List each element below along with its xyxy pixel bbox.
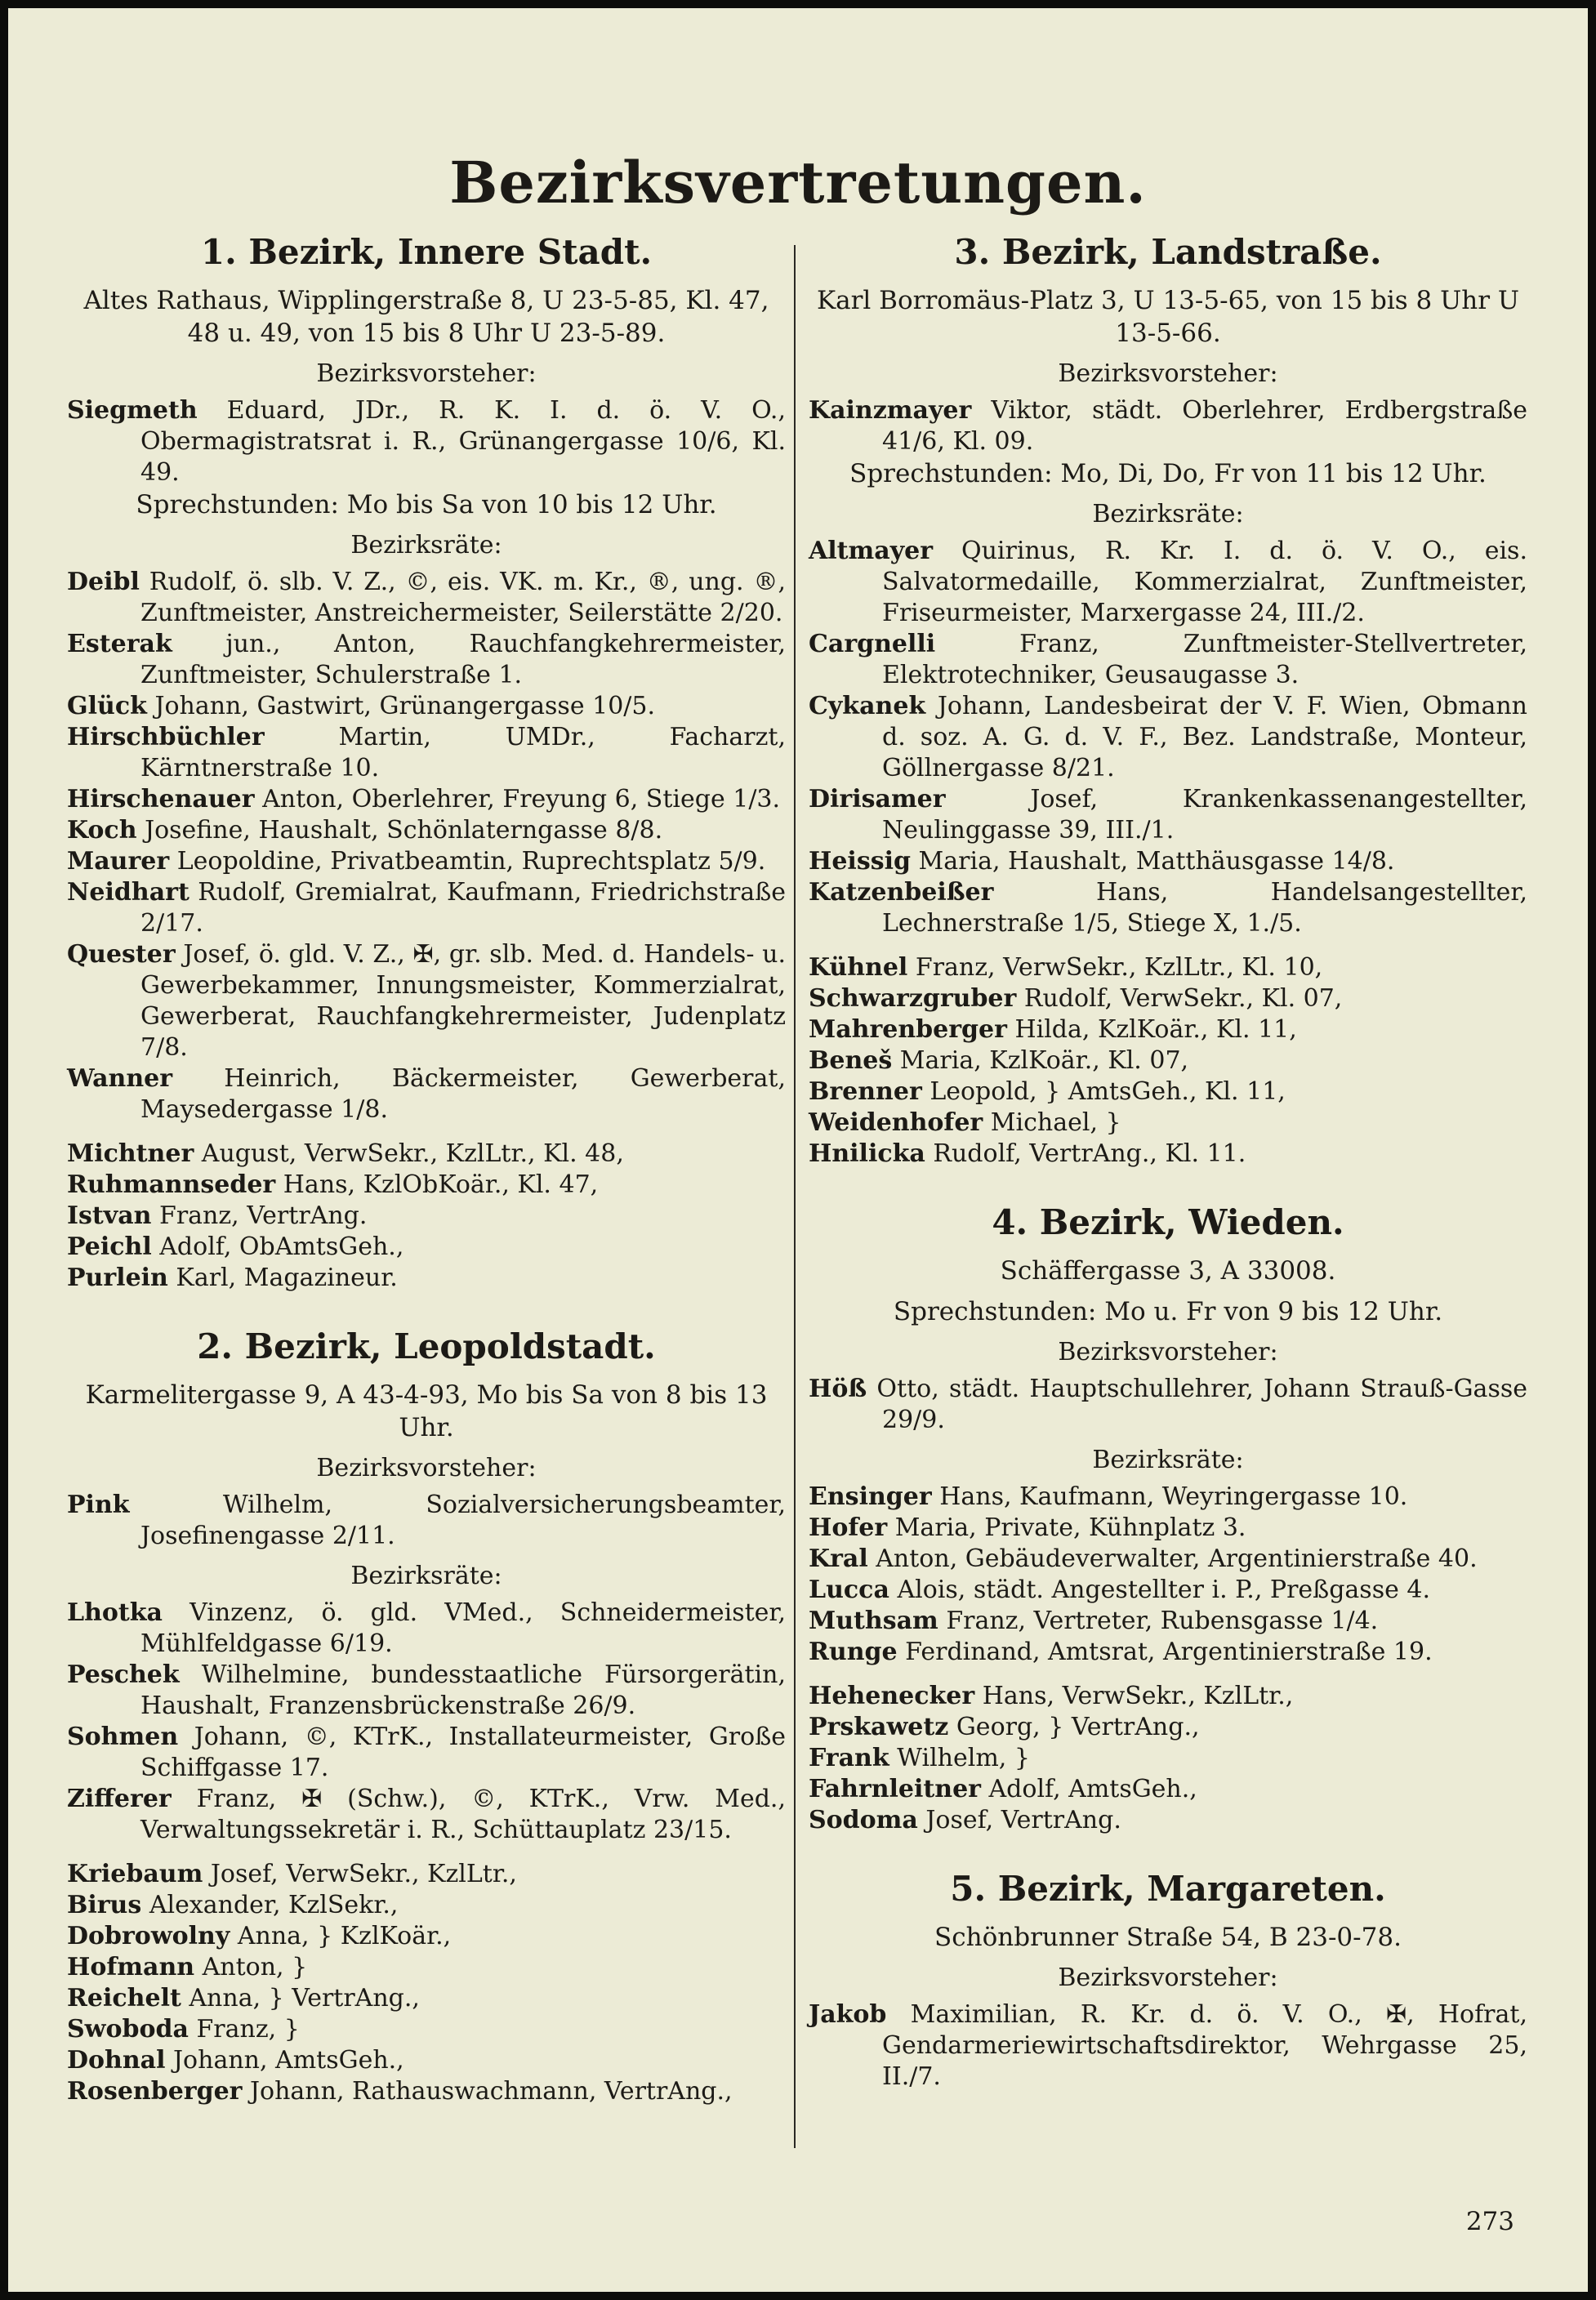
person-details: Michael, } xyxy=(990,1108,1121,1137)
staff-entry xyxy=(67,1890,786,1921)
person-name: Esterak xyxy=(67,630,172,658)
council-member xyxy=(67,1784,786,1846)
district-section xyxy=(67,1323,786,2107)
person-name: Zifferer xyxy=(67,1785,172,1813)
person-details: Wilhelmine, bundesstaatliche Fürsorgerätin, Haushalt, Franzensbrückenstraße 26/9. xyxy=(140,1660,786,1720)
person-details: Rudolf, Gremialrat, Kaufmann, Friedrichstraße 2/17. xyxy=(140,878,786,938)
district-heading: 4. Bezirk, Wieden. xyxy=(992,1202,1344,1242)
council-member xyxy=(67,1660,786,1722)
person-details: Rudolf, ö. slb. V. Z., ©, eis. VK. m. Kr., ®, ung. ®, Zunftmeister, Anstreichermeister, Seilerstätte 2/20. xyxy=(140,568,786,627)
person-details: jun., Anton, Rauchfangkehrermeister, Zunftmeister, Schulerstraße 1. xyxy=(140,630,786,689)
person-name: Koch xyxy=(67,816,137,845)
person-details: Leopoldine, Privatbeamtin, Ruprechtsplatz 5/9. xyxy=(176,847,766,876)
person-details: Johann, ©, KTrK., Installateurmeister, Große Schiffgasse 17. xyxy=(140,1723,786,1782)
right-column xyxy=(809,229,1527,2122)
person-name: Sodoma xyxy=(809,1806,918,1834)
council-member xyxy=(809,1482,1527,1513)
person-details: Franz, } xyxy=(196,2015,300,2044)
person-details: Karl, Magazineur. xyxy=(176,1264,398,1292)
council-member xyxy=(809,877,1527,939)
person-details: Johann, Gastwirt, Grünangergasse 10/5. xyxy=(154,692,656,720)
office-hours: Sprechstunden: Mo, Di, Do, Fr von 11 bis 12 Uhr. xyxy=(849,459,1487,488)
person-name: Peschek xyxy=(67,1660,180,1689)
chairman-entry xyxy=(67,1490,786,1552)
council-member xyxy=(67,722,786,784)
district-section xyxy=(809,1865,1527,2093)
person-name: Dirisamer xyxy=(809,785,946,813)
council-member xyxy=(67,784,786,815)
person-details: Maria, Haushalt, Matthäusgasse 14/8. xyxy=(918,847,1395,876)
person-details: Anna, } KzlKoär., xyxy=(237,1922,452,1950)
council-member xyxy=(67,629,786,691)
person-details: Wilhelm, Sozialversicherungsbeamter, Josefinengasse 2/11. xyxy=(140,1491,786,1550)
person-details: Maria, Private, Kühnplatz 3. xyxy=(894,1513,1246,1542)
chairman-label: Bezirksvorsteher: xyxy=(1058,1963,1278,1992)
person-details: Anna, } VertrAng., xyxy=(189,1984,420,2012)
council-member xyxy=(809,536,1527,629)
district-address: Schönbrunner Straße 54, B 23-0-78. xyxy=(934,1923,1402,1952)
district-address: Schäffergasse 3, A 33008. xyxy=(1000,1256,1336,1286)
person-details: Adolf, AmtsGeh., xyxy=(988,1775,1197,1803)
person-name: Michtner xyxy=(67,1139,194,1168)
council-member xyxy=(67,1598,786,1660)
person-name: Muthsam xyxy=(809,1607,938,1635)
person-name: Quester xyxy=(67,940,176,969)
person-details: Otto, städt. Hauptschullehrer, Johann Strauß-Gasse 29/9. xyxy=(876,1375,1527,1434)
spacer xyxy=(67,1846,786,1859)
district-section xyxy=(67,229,786,1294)
person-name: Neidhart xyxy=(67,878,189,907)
person-details: Josef, ö. gld. V. Z., ✠, gr. slb. Med. d. Handels- u. Gewerbekammer, Innungsmeister, Kommerzialrat, Gewerberat, Rauchfangkehrermeister, Judenplatz 7/8. xyxy=(140,940,786,1062)
council-member xyxy=(67,877,786,939)
person-name: Höß xyxy=(809,1375,867,1403)
person-name: Kühnel xyxy=(809,953,908,982)
chairman-label: Bezirksvorsteher: xyxy=(316,1454,537,1482)
council-member xyxy=(67,846,786,877)
person-details: Josef, VertrAng. xyxy=(925,1806,1121,1834)
person-name: Lucca xyxy=(809,1576,889,1604)
person-name: Mahrenberger xyxy=(809,1015,1007,1044)
person-details: Franz, ✠ (Schw.), ©, KTrK., Vrw. Med., Verwaltungssekretär i. R., Schüttauplatz 23/15. xyxy=(140,1785,786,1844)
person-details: Wilhelm, } xyxy=(897,1744,1030,1772)
person-details: Leopold, } AmtsGeh., Kl. 11, xyxy=(930,1077,1286,1106)
district-address: Altes Rathaus, Wipplingerstraße 8, U 23-5-85, Kl. 47, 48 u. 49, von 15 bis 8 Uhr U 23-5-89. xyxy=(83,286,769,348)
person-name: Hirschenauer xyxy=(67,785,255,813)
person-details: Vinzenz, ö. gld. VMed., Schneidermeister, Mühlfeldgasse 6/19. xyxy=(140,1598,786,1658)
column-divider xyxy=(794,245,796,2148)
district-section xyxy=(809,1199,1527,1836)
person-details: Johann, Landesbeirat der V. F. Wien, Obmann d. soz. A. G. d. V. F., Bez. Landstraße, Monteur, Göllnergasse 8/21. xyxy=(882,692,1527,782)
district-address: Karl Borromäus-Platz 3, U 13-5-65, von 15 bis 8 Uhr U 13-5-66. xyxy=(816,286,1520,348)
person-details: Johann, Rathauswachmann, VertrAng., xyxy=(250,2077,733,2106)
council-member xyxy=(809,1575,1527,1606)
person-details: Maximilian, R. Kr. d. ö. V. O., ✠, Hofrat, Gendarmeriewirtschaftsdirektor, Wehrgasse 25, II./7. xyxy=(882,2000,1527,2091)
person-name: Heissig xyxy=(809,847,911,876)
chairman-entry xyxy=(809,1374,1527,1436)
person-name: Siegmeth xyxy=(67,396,198,425)
person-name: Hnilicka xyxy=(809,1139,925,1168)
chairman-entry xyxy=(809,1999,1527,2093)
council-member xyxy=(67,815,786,846)
person-name: Runge xyxy=(809,1638,898,1666)
person-name: Wanner xyxy=(67,1064,173,1093)
person-details: Franz, VerwSekr., KzlLtr., Kl. 10, xyxy=(915,953,1323,982)
person-name: Peichl xyxy=(67,1232,152,1261)
council-member xyxy=(67,567,786,629)
council-label: Bezirksräte: xyxy=(1092,500,1244,528)
person-name: Brenner xyxy=(809,1077,922,1106)
staff-entry xyxy=(67,1952,786,1983)
person-name: Cykanek xyxy=(809,692,926,720)
person-name: Prskawetz xyxy=(809,1713,949,1741)
person-name: Ruhmannseder xyxy=(67,1170,276,1199)
page-title: Bezirksvertretungen. xyxy=(449,149,1147,216)
person-name: Frank xyxy=(809,1744,889,1772)
staff-entry xyxy=(67,2045,786,2076)
person-details: Josefine, Haushalt, Schönlaterngasse 8/8. xyxy=(145,816,663,845)
staff-entry xyxy=(809,1743,1527,1774)
person-name: Swoboda xyxy=(67,2015,189,2044)
person-details: Maria, KzlKoär., Kl. 07, xyxy=(899,1046,1189,1075)
council-member xyxy=(67,1722,786,1784)
person-name: Beneš xyxy=(809,1046,893,1075)
person-name: Birus xyxy=(67,1891,142,1919)
person-name: Kainzmayer xyxy=(809,396,972,425)
council-member xyxy=(809,1513,1527,1544)
person-name: Istvan xyxy=(67,1201,152,1230)
person-details: Martin, UMDr., Facharzt, Kärntnerstraße 10. xyxy=(140,723,786,782)
person-details: Hans, Kaufmann, Weyringergasse 10. xyxy=(939,1482,1408,1511)
person-details: Alois, städt. Angestellter i. P., Preßgasse 4. xyxy=(897,1576,1431,1604)
person-details: Eduard, JDr., R. K. I. d. ö. V. O., Obermagistratsrat i. R., Grünangergasse 10/6, Kl. 49. xyxy=(140,396,786,487)
person-details: Rudolf, VertrAng., Kl. 11. xyxy=(933,1139,1246,1168)
chairman-label: Bezirksvorsteher: xyxy=(1058,359,1278,388)
council-member xyxy=(809,1606,1527,1637)
person-details: Franz, VertrAng. xyxy=(159,1201,368,1230)
office-hours: Sprechstunden: Mo bis Sa von 10 bis 12 Uhr. xyxy=(136,490,717,519)
staff-entry xyxy=(67,1139,786,1170)
district-heading: 5. Bezirk, Margareten. xyxy=(950,1869,1386,1909)
person-name: Lhotka xyxy=(67,1598,163,1627)
document-page xyxy=(8,8,1588,2292)
council-member xyxy=(67,691,786,722)
person-details: Hans, KzlObKoär., Kl. 47, xyxy=(283,1170,599,1199)
district-section xyxy=(809,229,1527,1170)
district-heading: 3. Bezirk, Landstraße. xyxy=(954,232,1382,272)
office-hours: Sprechstunden: Mo u. Fr von 9 bis 12 Uhr. xyxy=(893,1297,1443,1326)
person-name: Schwarzgruber xyxy=(809,984,1017,1013)
staff-entry xyxy=(809,1805,1527,1836)
district-address: Karmelitergasse 9, A 43-4-93, Mo bis Sa von 8 bis 13 Uhr. xyxy=(85,1380,768,1442)
person-name: Hofer xyxy=(809,1513,888,1542)
person-details: Anton, Oberlehrer, Freyung 6, Stiege 1/3. xyxy=(262,785,781,813)
staff-entry xyxy=(67,1983,786,2014)
person-name: Deibl xyxy=(67,568,140,596)
person-name: Fahrnleitner xyxy=(809,1775,981,1803)
council-member xyxy=(67,939,786,1063)
person-name: Kral xyxy=(809,1544,868,1573)
staff-entry xyxy=(67,1201,786,1232)
council-label: Bezirksräte: xyxy=(350,531,502,559)
staff-entry xyxy=(809,952,1527,983)
person-name: Hofmann xyxy=(67,1953,195,1981)
council-member xyxy=(809,1544,1527,1575)
person-details: Alexander, KzlSekr., xyxy=(149,1891,399,1919)
person-details: Anton, } xyxy=(202,1953,308,1981)
person-details: Ferdinand, Amtsrat, Argentinierstraße 19. xyxy=(905,1638,1433,1666)
person-details: Viktor, städt. Oberlehrer, Erdbergstraße 41/6, Kl. 09. xyxy=(882,396,1527,456)
person-details: Franz, Vertreter, Rubensgasse 1/4. xyxy=(946,1607,1379,1635)
person-details: Anton, Gebäudeverwalter, Argentinierstraße 40. xyxy=(876,1544,1478,1573)
person-name: Hehenecker xyxy=(809,1682,975,1710)
staff-entry xyxy=(809,1712,1527,1743)
person-name: Sohmen xyxy=(67,1723,179,1751)
district-heading: 2. Bezirk, Leopoldstadt. xyxy=(197,1326,656,1366)
council-member xyxy=(809,784,1527,846)
person-details: Adolf, ObAmtsGeh., xyxy=(159,1232,404,1261)
person-details: Franz, Zunftmeister-Stellvertreter, Elektrotechniker, Geusaugasse 3. xyxy=(882,630,1527,689)
person-name: Maurer xyxy=(67,847,170,876)
chairman-label: Bezirksvorsteher: xyxy=(1058,1338,1278,1366)
person-details: Rudolf, VerwSekr., Kl. 07, xyxy=(1023,984,1343,1013)
person-details: Heinrich, Bäckermeister, Gewerberat, Maysedergasse 1/8. xyxy=(140,1064,786,1124)
person-name: Hirschbüchler xyxy=(67,723,265,751)
person-name: Dohnal xyxy=(67,2046,166,2075)
person-details: Josef, VerwSekr., KzlLtr., xyxy=(210,1860,517,1888)
person-name: Pink xyxy=(67,1491,130,1519)
staff-entry xyxy=(67,1263,786,1294)
chairman-entry xyxy=(67,395,786,488)
staff-entry xyxy=(67,1232,786,1263)
person-details: August, VerwSekr., KzlLtr., Kl. 48, xyxy=(201,1139,624,1168)
person-details: Johann, AmtsGeh., xyxy=(173,2046,404,2075)
person-details: Georg, } VertrAng., xyxy=(956,1713,1200,1741)
staff-entry xyxy=(809,1014,1527,1045)
council-member xyxy=(809,846,1527,877)
staff-entry xyxy=(809,1774,1527,1805)
staff-entry xyxy=(809,1681,1527,1712)
person-name: Purlein xyxy=(67,1264,168,1292)
staff-entry xyxy=(67,2076,786,2107)
person-name: Weidenhofer xyxy=(809,1108,983,1137)
staff-entry xyxy=(809,1108,1527,1139)
person-details: Hilda, KzlKoär., Kl. 11, xyxy=(1014,1015,1297,1044)
council-member xyxy=(809,629,1527,691)
left-column xyxy=(67,229,786,2137)
staff-entry xyxy=(809,1045,1527,1076)
staff-entry xyxy=(67,2014,786,2045)
person-name: Jakob xyxy=(809,2000,887,2029)
spacer xyxy=(809,939,1527,952)
person-name: Ensinger xyxy=(809,1482,932,1511)
council-label: Bezirksräte: xyxy=(350,1562,502,1590)
staff-entry xyxy=(809,983,1527,1014)
person-name: Cargnelli xyxy=(809,630,936,658)
district-heading: 1. Bezirk, Innere Stadt. xyxy=(200,232,653,272)
chairman-entry xyxy=(809,395,1527,457)
person-details: Hans, Handelsangestellter, Lechnerstraße 1/5, Stiege X, 1./5. xyxy=(882,878,1527,938)
person-name: Glück xyxy=(67,692,147,720)
person-details: Hans, VerwSekr., KzlLtr., xyxy=(982,1682,1294,1710)
chairman-label: Bezirksvorsteher: xyxy=(316,359,537,388)
person-details: Josef, Krankenkassenangestellter, Neulinggasse 39, III./1. xyxy=(882,785,1527,845)
person-name: Kriebaum xyxy=(67,1860,203,1888)
spacer xyxy=(67,1125,786,1139)
council-member xyxy=(67,1063,786,1125)
staff-entry xyxy=(67,1921,786,1952)
person-name: Altmayer xyxy=(809,537,934,565)
person-name: Reichelt xyxy=(67,1984,181,2012)
spacer xyxy=(809,1668,1527,1681)
person-name: Dobrowolny xyxy=(67,1922,230,1950)
council-member xyxy=(809,691,1527,784)
page-number: 273 xyxy=(1465,2207,1514,2236)
council-member xyxy=(809,1637,1527,1668)
staff-entry xyxy=(809,1139,1527,1170)
person-details: Quirinus, R. Kr. I. d. ö. V. O., eis. Salvatormedaille, Kommerzialrat, Zunftmeister, Friseurmeister, Marxergasse 24, III./2. xyxy=(882,537,1527,627)
person-name: Katzenbeißer xyxy=(809,878,994,907)
staff-entry xyxy=(67,1170,786,1201)
person-name: Rosenberger xyxy=(67,2077,243,2106)
council-label: Bezirksräte: xyxy=(1092,1446,1244,1474)
staff-entry xyxy=(67,1859,786,1890)
staff-entry xyxy=(809,1076,1527,1108)
